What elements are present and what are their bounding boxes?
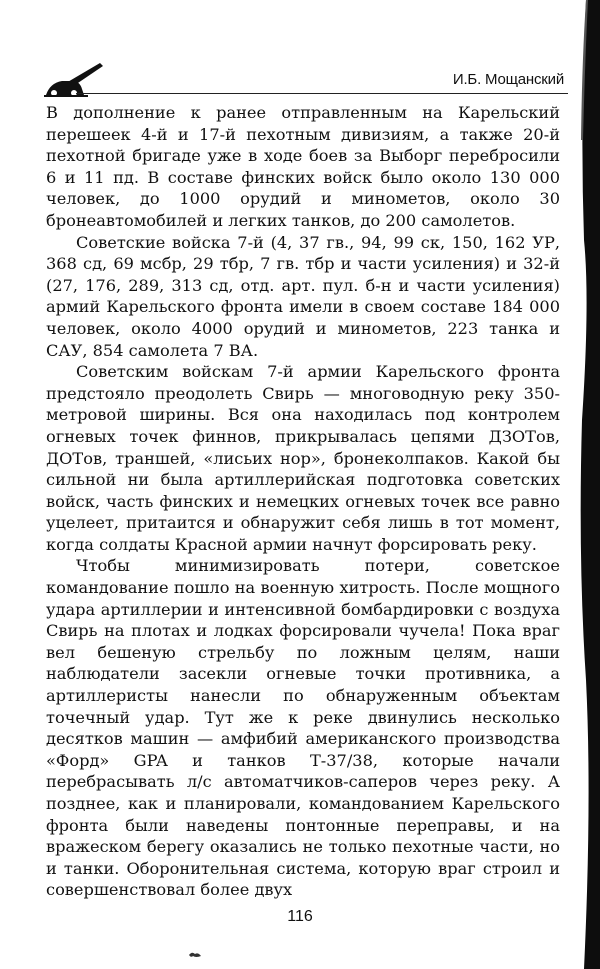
paragraph: Советским войскам 7-й армии Карельского фронта предстояло преодолеть Свирь — многоводную реку 350-метровой ширины. Вся она находилась под контролем огневых точек финнов, прикрывалась цепями ДЗОТов, ДОТов, траншей, «лисьих нор», бронеколпаков. Какой бы сильной ни была артиллерийская подготовка советских войск, часть финских и немецких огневых точек все равно уцелеет, притаится и обнаружит себя лишь в тот момент, когда солдаты Красной армии начнут форсировать реку. (46, 362, 560, 554)
paragraph: В дополнение к ранее отправленным на Карельский перешеек 4-й и 17-й пехотным дивизиям, а также 20-й пехотной бригаде уже в ходе боев за Выборг перебросили 6 и 11 пд. В составе финских войск было около 130 000 человек, до 1000 орудий и минометов, около 30 бронеавтомобилей и легких танков, до 200 самолетов. (46, 103, 560, 230)
paragraph: Советские войска 7-й (4, 37 гв., 94, 99 ск, 150, 162 УР, 368 сд, 69 мсбр, 29 тбр, 7 гв. тбр и части усиления) и 32-й (27, 176, 289, 313 сд, отд. арт. пул. б-н и части усиления) армий Карельского фронта имели в своем составе 184 000 человек, около 4000 орудий и минометов, 223 танка и САУ, 854 самолета 7 ВА. (46, 232, 560, 360)
page-number: 116 (287, 908, 313, 925)
running-header (40, 55, 568, 99)
scan-speck (188, 950, 202, 958)
page-body (46, 102, 560, 901)
scan-edge-shadow (560, 0, 600, 969)
paragraph: Чтобы минимизировать потери, советское командование пошло на военную хитрость. После мощного удара артиллерии и интенсивной бомбардировки с воздуха Свирь на плотах и лодках форсировали чучела! Пока враг вел бешеную стрельбу по ложным целям, наши наблюдатели засекли огневые точки противника, а артиллеристы нанесли по обнаруженным объектам точечный удар. Тут же к реке двинулись несколько десятков машин — амфибий американского производства «Форд» GPA и танков Т-37/38, которые начали перебрасывать л/с автоматчиков-саперов через реку. А позднее, как и планировали, командованием Карельского фронта были наведены понтонные переправы, и на вражеском берегу оказались не только пехотные части, но и танки. Оборонительная система, которую враг строил и совершенствовал более двух (46, 556, 560, 900)
cannon-icon (40, 57, 110, 97)
running-header-author: И.Б. Мощанский (452, 71, 564, 88)
header-rule (76, 93, 568, 94)
